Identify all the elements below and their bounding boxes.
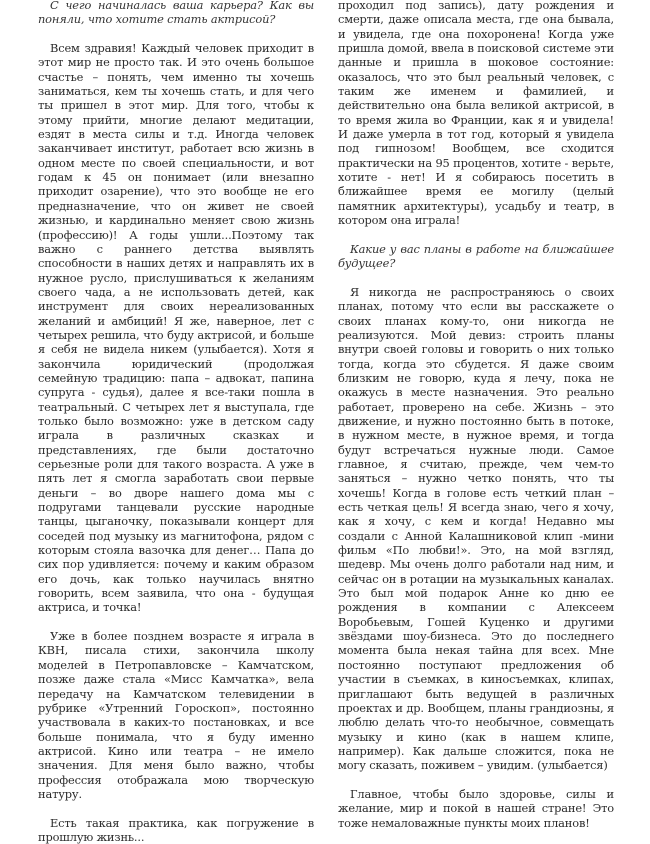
answer-paragraph-3-cut: Есть такая практика, как погружение в прошлую жизнь... [38, 815, 314, 844]
plans-paragraph-1: Я никогда не распространяюсь о своих планах, потому что если вы расскажете о своих планах кому-то, они никогда не реализуются. Мой девиз: строить планы внутри своей головы и говорить о них только тогда, когда это сбудется. Я даже своим близким не говорю, куда я лечу, пока не окажусь в месте назначения. Это реально работает, проверено на себе. Жизнь – это движение, и нужно постоянно быть в потоке, в нужном месте, в нужное время, и тогда будут встречаться нужные люди. Самое главное, я считаю, прежде, чем чем-то заняться – нужно четко понять, что ты хочешь! Когда в голове есть четкий план – есть четкая цель! Я всегда знаю, чего я хочу, как я хочу, с кем и когда! Недавно мы создали с Анной Калашниковой клип -мини фильм «По любви!». Это, на мой взгляд, шедевр. Мы очень долго работали над ним, и сейчас он в ротации на музыкальных каналах. Это был мой подарок Анне ко дню ее рождения в компании с Алексеем Воробьевым, Гошей Куценко и другими звёздами шоу-бизнеса. Это до последнего момента была некая тайна для всех. Мне постоянно поступают предложения об участии в съемках, в киносъемках, клипах, приглашают быть ведущей в различных проектах и др. Вообщем, планы грандиозны, я люблю делать что-то необычное, совмещать музыку и кино (как в нашем клипе, например). Как дальше сложится, пока не могу сказать, поживем – увидим. (улыбается) [338, 284, 614, 773]
spacer [338, 271, 614, 285]
plans-paragraph-2: Главное, чтобы было здоровье, силы и желание, мир и покой в нашей стране! Это тоже немаловажные пункты моих планов! [338, 786, 614, 830]
interview-question-career: С чего начиналась ваша карьера? Как вы поняли, что хотите стать актрисой? [38, 0, 314, 27]
answer-paragraph-1: Всем здравия! Каждый человек приходит в этот мир не просто так. И это очень большое счастье – понять, чем именно ты хочешь заниматься, кем ты хочешь стать, и для чего ты пришел в этот мир. Для того, чтобы к этому прийти, многие делают медитации, ездят в места силы и т.д. Иногда человек заканчивает институт, работает всю жизнь в одном месте по своей специальности, и вот годам к 45 он понимает (или внезапно приходит озарение), что это вообще не его предназначение, что он живет не своей жизнью, и кардинально меняет свою жизнь (профессию)! А годы ушли...Поэтому так важно с раннего детства выявлять способности в наших детях и направлять их в нужное русло, прислушиваться к желаниям своего чада, а не использовать детей, как инструмент для своих нереализованных желаний и амбиций! Я же, наверное, лет с четырех решила, что буду актрисой, и больше я себя не видела никем (улыбается). Хотя я закончила юридический (продолжая семейную традицию: папа – адвокат, папина супруга - судья), далее я все-таки пошла в театральный. С четырех лет я выступала, где только было возможно: уже в детском саду играла в различных сказках и представлениях, где были достаточно серьезные роли для такого возраста. А уже в пять лет я смогла заработать свои первые деньги – во дворе нашего дома мы с подругами танцевали русские народные танцы, цыганочку, показывали концерт для соседей под музыку из магнитофона, рядом с которым стояла вазочка для денег… Папа до сих пор удивляется: почему и каким образом его дочь, как только научилась внятно говорить, всем заявила, что она - будущая актриса, и точка! [38, 41, 314, 615]
interview-question-plans: Какие у вас планы в работе на ближайшее будущее? [338, 241, 614, 271]
spacer [38, 615, 314, 629]
answer-paragraph-continued: проходил под запись), дату рождения и смерти, даже описала места, где она бывала, и увидела, где она похоронена! Когда уже пришла домой, ввела в поисковой системе эти данные и пришла в шоковое состояние: оказалось, что это был реальный человек, с таким же именем и фамилией, и действительно она была великой актрисой, в то время жила во Франции, как я и увидела! И даже умерла в тот год, который я увидела под гипнозом! Вообщем, все сходится практически на 95 процентов, хотите - верьте, хотите - нет! И я собираюсь посетить в ближайшее время ее могилу (целый памятник архитектуры), усадьбу и театр, в котором она играла! [338, 0, 614, 228]
spacer [38, 27, 314, 41]
right-column [338, 0, 614, 830]
spacer [338, 228, 614, 242]
answer-paragraph-2: Уже в более позднем возрасте я играла в КВН, писала стихи, закончила школу моделей в Петропавловске – Камчатском, позже даже стала «Мисс Камчатка», вела передачу на Камчатском телевидении в рубрике «Утренний Гороскоп», постоянно участвовала в каких-то постановках, и все больше понимала, что я буду именно актрисой. Кино или театра – не имело значения. Для меня было важно, чтобы профессия отображала мою творческую натуру. [38, 629, 314, 801]
left-column [38, 0, 314, 844]
spacer [338, 773, 614, 787]
spacer [38, 801, 314, 815]
